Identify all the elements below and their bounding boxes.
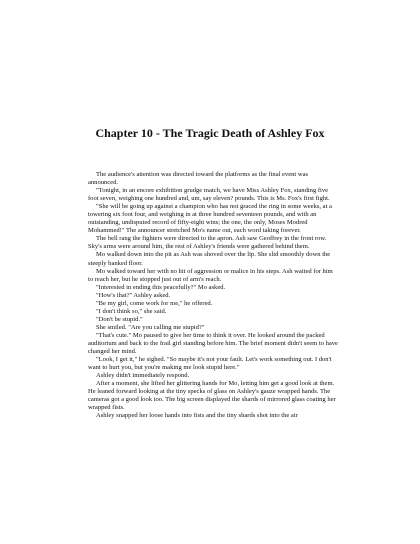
paragraph: Mo walked down into the pit as Ash was shoved over the lip. She slid smoothly down the steeply banked floor. [88, 251, 331, 267]
paragraph: After a moment, she lifted her glittering hands for Mo, letting him get a good look at them. He leaned forward looking at the tiny specks of glass on Ashley's gauze wrapped hands. The cameras got a good look too. The big screen displayed the shards of mirrored glass coating her wrapped fists. [88, 380, 336, 412]
paragraph: "Don't be stupid." [96, 315, 143, 323]
paragraph: "Tonight, in an encore exhibition grudge match, we have Miss Ashley Fox, standing five foot seven, weighing one hundred and, um, say eleven? pounds. This is Ms. Fox's first fight. [88, 187, 330, 203]
paragraph: "Interested in ending this peacefully?" Mo asked. [96, 283, 226, 291]
paragraph: She smiled. "Are you calling me stupid?" [96, 323, 205, 331]
paragraph: "That's cute." Mo paused to give her time to think it over. He looked around the packed auditorium and back to the frail girl standing before him. The brief moment didn't seem to have changed her mind. [88, 331, 338, 356]
paragraph: The bell rang the fighters were directed to the apron. Ash saw Geoffrey in the front row. Sky's arms were around him, the rest of Ashley's friends were gathered behind them. [88, 235, 327, 251]
paragraph: "She will be going up against a champion who has not graced the ring in some weeks, at a towering six foot four, and weighing in at three hundred seventeen pounds, and with an outstanding, undisputed record of fifty-eight wins; the one, the only, Moses Modred Mohammed!" The announcer stretched Mo's name out, each word taking forever. [88, 203, 332, 235]
paragraph: "How's that?" Ashley asked. [96, 291, 171, 299]
paragraph: "Be my girl, come work for me," he offered. [96, 299, 213, 307]
paragraph: Mo walked toward her with no hit of aggression or malice in his steps. Ash waited for him to reach her, but he stopped just out of arm's reach. [88, 267, 333, 283]
paragraph: Ashley didn't immediately respond. [96, 372, 190, 380]
paragraph: The audience's attention was directed toward the platforms as the final event was announced. [88, 171, 309, 187]
chapter-title: Chapter 10 - The Tragic Death of Ashley Fox [95, 126, 325, 140]
paragraph: "I don't think so," she said. [96, 307, 167, 315]
chapter-body [88, 171, 338, 420]
paragraph: "Look, I get it," he sighed. "So maybe it's not your fault. Let's work something out. I don't want to hurt you, but you're making me look stupid here." [88, 356, 332, 372]
paragraph: Ashley snapped her loose hands into fists and the tiny shards shot into the air [96, 412, 298, 420]
